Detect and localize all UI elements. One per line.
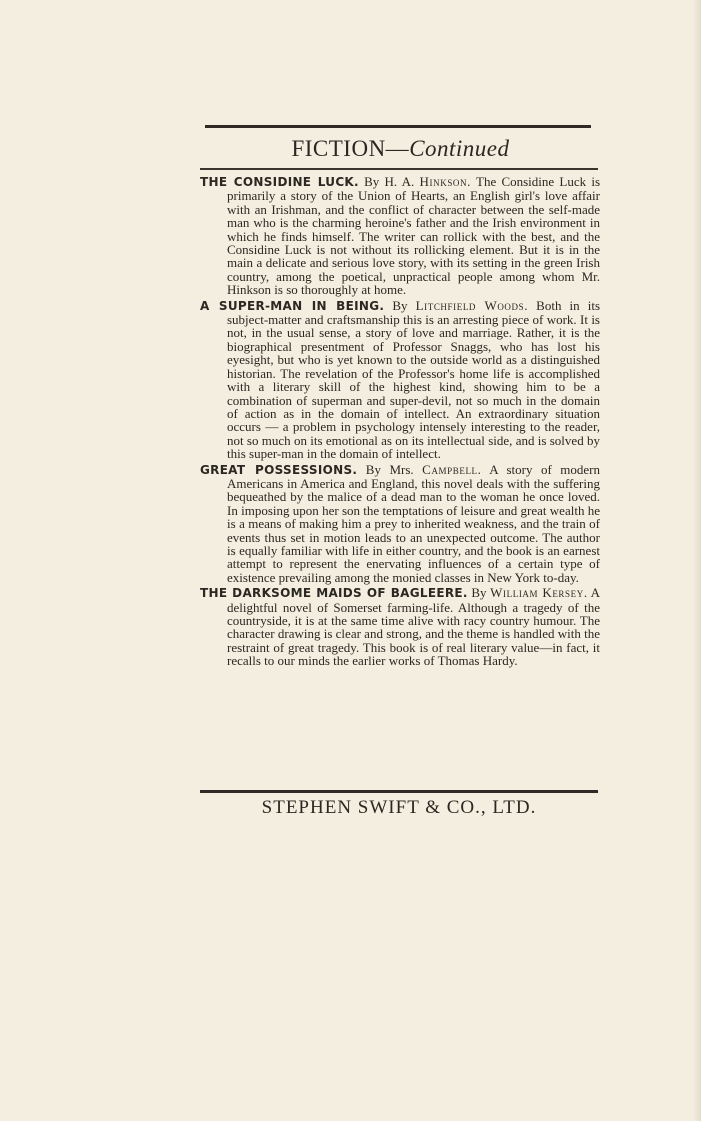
heading-rule [200, 168, 598, 170]
entry-author: William Kersey. [490, 585, 588, 601]
entry-darksome-maids [200, 586, 600, 667]
top-rule [205, 125, 591, 128]
entry-by: By H. A. [364, 174, 415, 189]
entry-list [200, 175, 600, 670]
heading-main: FICTION— [291, 136, 410, 161]
entry-author: Litchfield Woods. [415, 297, 529, 313]
publisher-imprint: STEPHEN SWIFT & CO., LTD. [261, 797, 537, 818]
entry-considine-luck [200, 175, 600, 297]
entry-title: GREAT POSSESSIONS. [200, 462, 358, 477]
entry-great-possessions [200, 463, 600, 585]
entry-title: THE CONSIDINE LUCK. [200, 175, 359, 189]
section-heading [0, 133, 701, 165]
entry-text: A delightful novel of Somerset farming-life. Although a tragedy of the countryside, it is at the same time alive with racy country humour. The character drawing is clear and strong, and the theme is handled with the restraint of great tragedy. This book is of real literary value—in fact, it recalls to our minds the earlier works of Thomas Hardy. [227, 585, 600, 669]
entry-by: By Mrs. [365, 461, 414, 477]
entry-title: THE DARKSOME MAIDS OF BAGLEERE. [200, 586, 468, 601]
entry-by: By [471, 585, 487, 601]
entry-author: Hinkson. [419, 174, 471, 189]
page-edge-shadow [693, 0, 701, 1121]
entry-super-man [200, 299, 600, 461]
heading-continued: Continued [409, 136, 510, 161]
entry-by: By [392, 297, 408, 313]
entry-author: Campbell. [422, 461, 482, 477]
entry-title: A SUPER-MAN IN BEING. [200, 298, 385, 313]
entry-text: A story of modern Americans in America and England, this novel deals with the suffering bequeathed by the malice of a dead man to the woman he once loved. In imposing upon her son the temptations of leisure and great wealth he is a means of making him a prey to inherited weakness, and the train of events thus set in motion leads to an unexpected outcome. The author is equally familiar with life in either country, and the book is an earnest attempt to represent the enervating influences of a certain type of existence prevailing among the monied classes in New York to-day. [227, 461, 601, 585]
bottom-rule [200, 790, 598, 793]
entry-text: Both in its subject-matter and craftsmanship this is an arresting piece of work. It is not, in the usual sense, a story of love and marriage. Rather, it is the biographical presentment of Professor Snaggs, who has lost his eyesight, but who is yet known to the outside world as a distinguished historian. The revelation of the Professor's home life is accomplished with a literary skill of the highest kind, showing him to be a combination of superman and super-devil, not so much in the domain of action as in the domain of intellect. An extraordinary situation occurs — a problem in psychology intensely interesting to the reader, not so much on its emotional as on its intellectual side, and is solved by this super-man in the domain of intellect. [227, 297, 601, 462]
entry-text: The Considine Luck is primarily a story of the Union of Hearts, an English girl's love affair with an Irishman, and the conflict of character between the self-made man who is the charming heroine's father and the Irish environment in which he finds himself. The writer can rollick with the best, and the Considine Luck is not without its rollicking element. But it is in the main a delicate and serious love story, with its setting in the green Irish country, among the poetical, unpractical people among whom Mr. Hinkson is so thoroughly at home. [227, 174, 601, 298]
